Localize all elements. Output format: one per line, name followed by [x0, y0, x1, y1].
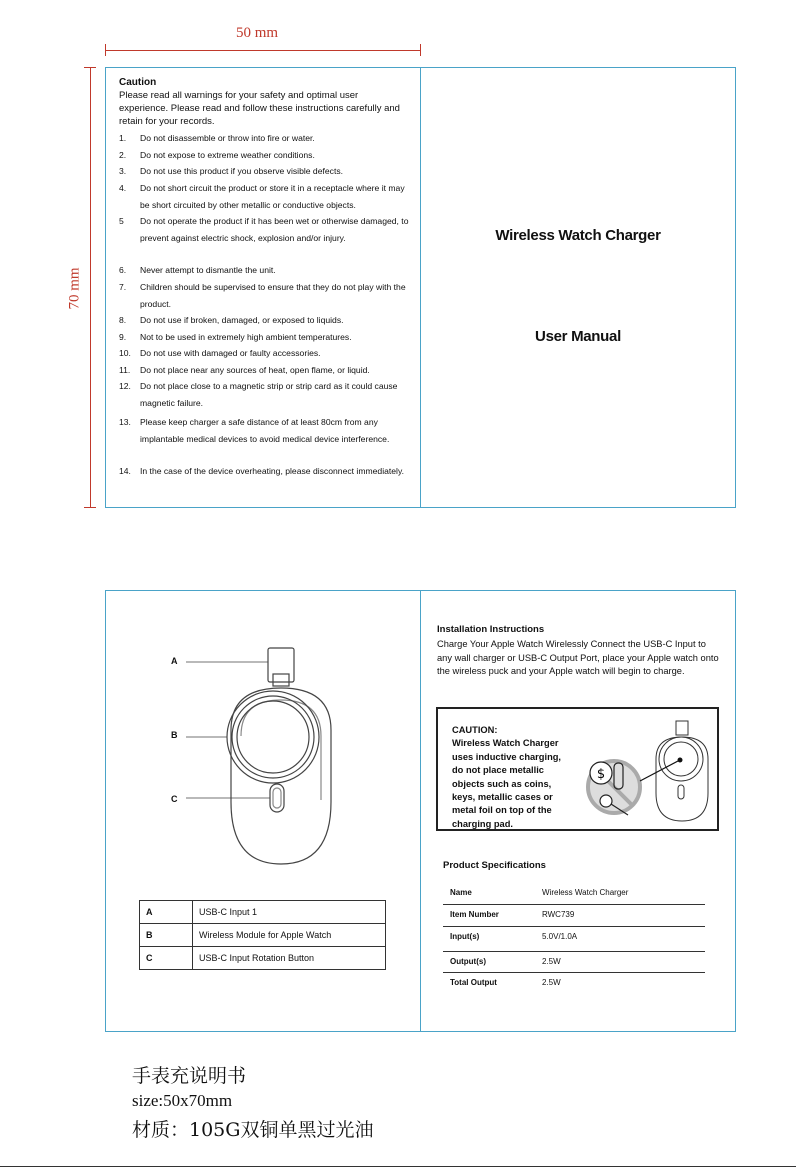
warning-num: 2.	[119, 150, 127, 160]
warning-num: 9.	[119, 332, 127, 342]
wireless-puck-inner	[237, 701, 309, 773]
warning-num: 1.	[119, 133, 127, 143]
warning-item-1	[119, 130, 414, 147]
specs-title: Product Specifications	[443, 860, 546, 871]
warning-num: 10.	[119, 348, 131, 358]
legend-key: B	[140, 924, 193, 947]
spec-value: 5.0V/1.0A	[542, 932, 578, 941]
label-a: A	[171, 656, 178, 666]
legend-value: Wireless Module for Apple Watch	[193, 924, 386, 947]
height-dimension-tick-bottom	[84, 507, 96, 508]
spec-value: RWC739	[542, 910, 575, 919]
width-dimension-label: 50 mm	[236, 25, 279, 41]
warning-text: Never attempt to dismantle the unit.	[140, 265, 276, 275]
width-dimension-tick-right	[420, 44, 421, 56]
parts-legend-table	[139, 900, 386, 970]
warning-text: In the case of the device overheating, please disconnect immediately.	[140, 466, 405, 476]
width-dimension-tick-left	[105, 44, 106, 56]
warning-text: Do not expose to extreme weather conditions.	[140, 150, 315, 160]
warning-num: 14.	[119, 466, 131, 476]
warning-text: Do not place close to a magnetic strip or strip card as it could cause magnetic failure.	[140, 381, 398, 408]
warning-num: 13.	[119, 417, 131, 427]
caution-box	[436, 707, 719, 831]
warning-text: Do not use this product if you observe visible defects.	[140, 166, 344, 176]
svg-text:$: $	[596, 767, 606, 782]
warning-item-13	[119, 414, 414, 447]
warning-text: Do not operate the product if it has been wet or otherwise damaged, to prevent against electric shock, explosion and/or injury.	[140, 216, 409, 243]
height-dimension-line	[90, 67, 91, 507]
height-dimension-tick-top	[84, 67, 96, 68]
warning-item-10	[119, 345, 414, 362]
warning-item-12	[119, 378, 414, 411]
spec-key: Name	[450, 888, 472, 897]
no-metal-objects-icon	[584, 749, 644, 821]
width-dimension-line	[105, 50, 421, 51]
caution-intro: Please read all warnings for your safety and optimal user experience. Please read and follow these instructions carefully and retain for your records.	[119, 90, 400, 127]
warning-item-7	[119, 279, 414, 312]
cover-manual-title: User Manual	[535, 328, 621, 345]
caution-box-text	[452, 724, 572, 831]
note-title: 手表充说明书	[132, 1065, 247, 1087]
warning-item-8	[119, 312, 414, 329]
top-spread-fold	[420, 67, 421, 508]
warning-item-9	[119, 329, 414, 346]
table-row	[140, 947, 386, 970]
charger-with-watch-icon	[636, 719, 718, 827]
legend-key: A	[140, 901, 193, 924]
warning-item-3	[119, 163, 414, 180]
warning-num: 12.	[119, 381, 131, 391]
spec-key: Item Number	[450, 910, 499, 919]
label-c: C	[171, 794, 178, 804]
warning-text: Do not use with damaged or faulty accessories.	[140, 348, 321, 358]
spec-divider	[443, 904, 705, 905]
warning-num: 3.	[119, 166, 127, 176]
table-row	[140, 924, 386, 947]
warning-text: Do not use if broken, damaged, or exposed to liquids.	[140, 315, 344, 325]
installation-title: Installation Instructions	[437, 624, 545, 635]
spec-key: Output(s)	[450, 957, 486, 966]
caution-box-body: Wireless Watch Charger uses inductive charging, do not place metallic objects such as coins, keys, metallic cases or metal foil on top of the charging pad.	[452, 738, 562, 829]
warning-item-5	[119, 213, 414, 246]
spec-value: 2.5W	[542, 978, 561, 987]
warning-num: 7.	[119, 282, 127, 292]
bottom-rule	[0, 1166, 796, 1167]
spec-divider	[443, 972, 705, 973]
warning-text: Do not disassemble or throw into fire or water.	[140, 133, 315, 143]
spec-key: Input(s)	[450, 932, 480, 941]
wireless-puck-outer	[227, 691, 319, 783]
spec-divider	[443, 926, 705, 927]
warning-item-4	[119, 180, 414, 213]
wireless-puck-ring	[232, 696, 314, 778]
rotation-button-inner	[273, 788, 281, 808]
warning-text: Please keep charger a safe distance of at least 80cm from any implantable medical devices to avoid medical device interference.	[140, 417, 390, 444]
cover-product-title: Wireless Watch Charger	[495, 227, 661, 244]
warning-num: 8.	[119, 315, 127, 325]
warning-num: 6.	[119, 265, 127, 275]
charger-diagram	[160, 640, 350, 880]
warning-num: 11.	[119, 365, 131, 375]
warning-item-6	[119, 262, 414, 279]
warning-text: Do not place near any sources of heat, open flame, or liquid.	[140, 365, 370, 375]
warning-item-11	[119, 362, 414, 379]
note-material: 材质：105G双铜单黑过光油	[132, 1119, 374, 1141]
label-b: B	[171, 730, 178, 740]
legend-value: USB-C Input Rotation Button	[193, 947, 386, 970]
warning-text: Do not short circuit the product or store it in a receptacle where it may be short circuited by other metallic or conductive objects.	[140, 183, 405, 210]
legend-key: C	[140, 947, 193, 970]
caution-box-title: CAUTION:	[452, 725, 498, 735]
warning-text: Not to be used in extremely high ambient temperatures.	[140, 332, 352, 342]
bottom-spread-fold	[420, 590, 421, 1032]
note-size: size:50x70mm	[132, 1091, 233, 1110]
legend-value: USB-C Input 1	[193, 901, 386, 924]
installation-body: Charge Your Apple Watch Wirelessly Connect the USB-C Input to any wall charger or USB-C Output Port, place your Apple watch onto the wireless puck and your Apple watch will begin to charge.	[437, 639, 719, 676]
spec-value: Wireless Watch Charger	[542, 888, 629, 897]
spec-divider	[443, 951, 705, 952]
spec-key: Total Output	[450, 978, 497, 987]
warning-text: Children should be supervised to ensure that they do not play with the product.	[140, 282, 406, 309]
warning-num: 4.	[119, 183, 127, 193]
caution-title: Caution	[119, 77, 157, 88]
warning-num: 5	[119, 216, 124, 226]
usb-c-connector	[268, 648, 294, 682]
warning-item-14	[119, 463, 414, 480]
usb-c-connector-neck	[273, 674, 289, 686]
spec-value: 2.5W	[542, 957, 561, 966]
table-row	[140, 901, 386, 924]
height-dimension-label: 70 mm	[66, 267, 83, 310]
warning-item-2	[119, 147, 414, 164]
